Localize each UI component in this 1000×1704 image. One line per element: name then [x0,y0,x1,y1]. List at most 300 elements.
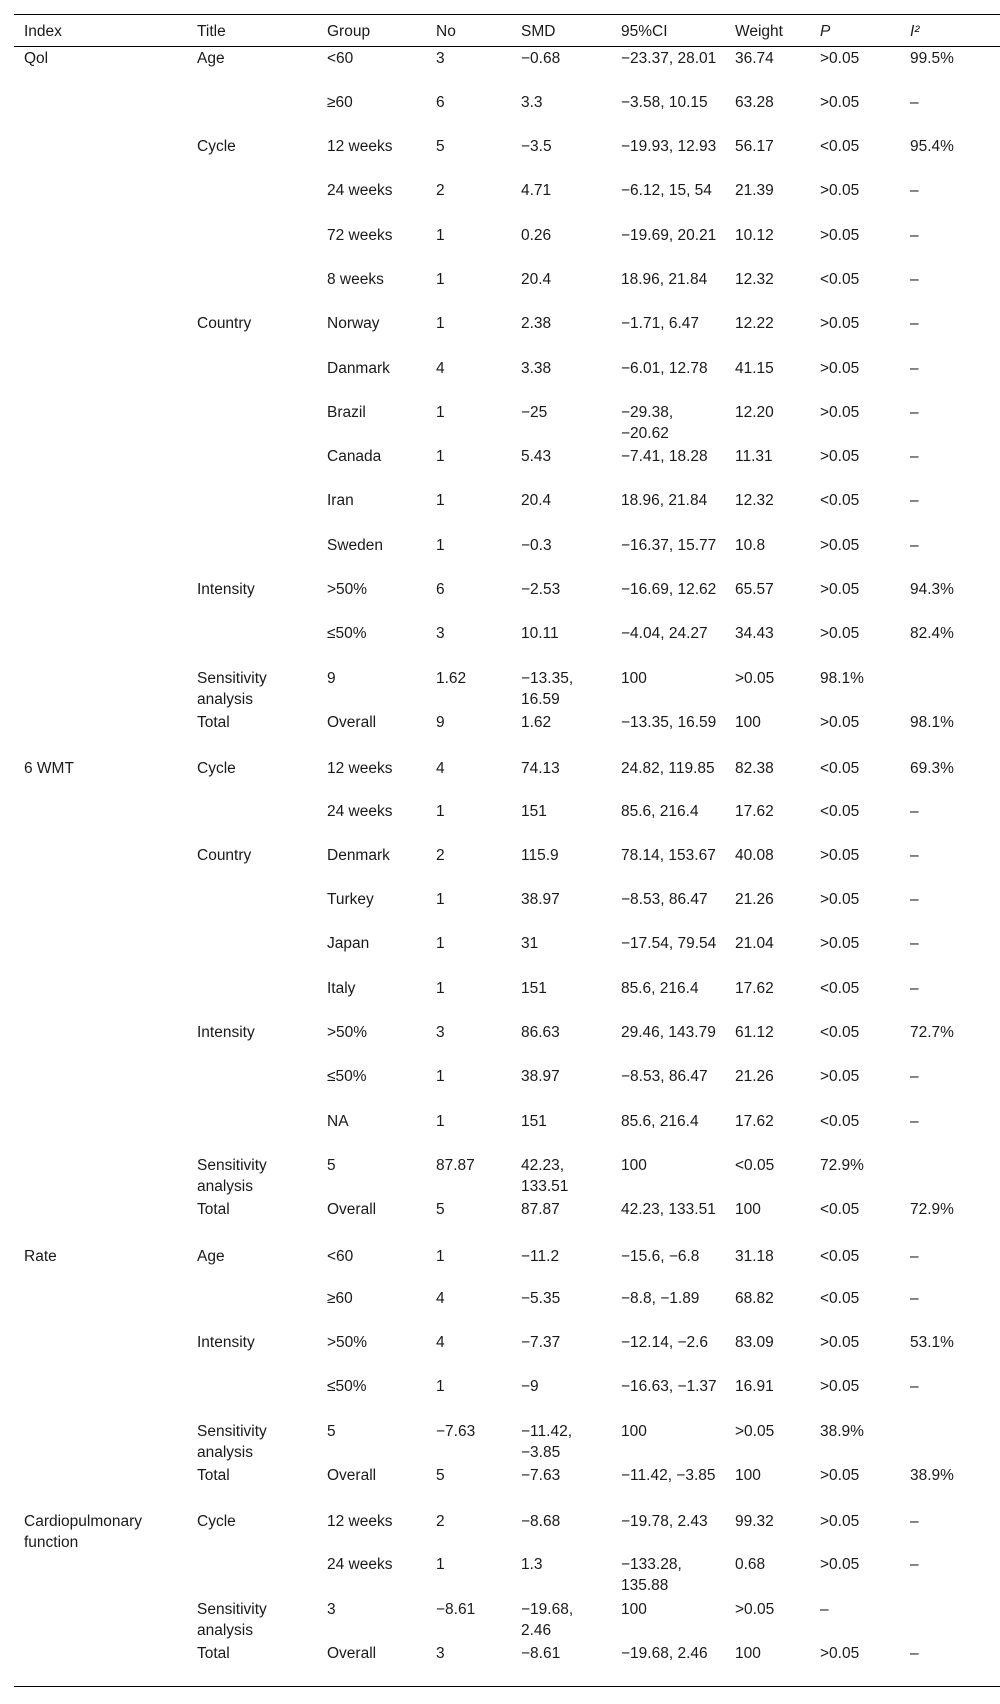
cell-ci: 29.46, 143.79 [621,1024,716,1042]
cell-p: >0.05 [820,1644,860,1662]
cell-ci: −8.8, −1.89 [621,1289,700,1307]
cell-ci: −16.69, 12.62 [621,581,717,599]
cell-i2: – [910,979,919,997]
cell-ci: −19.78, 2.43 [621,1513,708,1531]
cell-ci: 100 [621,1600,647,1618]
table-row [14,401,1000,445]
cell-ci: −29.38, −20.62 [621,403,674,442]
cell-smd: 1.3 [521,1556,543,1574]
cell-no: 1 [436,802,445,820]
cell-index [14,489,187,533]
cell-title [187,91,317,135]
cell-p: <0.05 [820,979,860,997]
cell-group: 5 [327,1156,336,1174]
cell-index [14,1154,187,1198]
cell-group: Italy [327,979,356,997]
cell-smd: −0.68 [521,50,561,67]
cell-ci: −11.42, −3.85 [621,1467,716,1484]
table-row [14,1375,1000,1419]
cell-index [14,179,187,223]
cell-group: 8 weeks [327,270,384,288]
cell-smd: −7.63 [521,1467,561,1484]
cell-p: <0.05 [820,270,860,288]
cell-smd: 20.4 [521,270,552,288]
cell-weight: 56.17 [735,138,774,156]
cell-no: 1 [436,979,445,997]
cell-ci: 78.14, 153.67 [621,846,716,864]
cell-no: 2 [436,1513,445,1531]
cell-no: 5 [436,1201,445,1219]
cell-ci: 100 [621,1156,647,1174]
cell-ci: −133.28, 135.88 [621,1556,682,1595]
cell-index [14,667,187,711]
cell-title [187,179,317,223]
header-row [14,15,1000,47]
cell-no: 1 [436,1556,445,1574]
table-row [14,1021,1000,1065]
cell-smd: −25 [521,403,548,421]
cell-group: Overall [327,713,377,731]
cell-index: Qol [24,50,49,67]
cell-p: >0.05 [820,403,860,421]
cell-p: >0.05 [820,93,860,111]
cell-no: 5 [436,138,445,156]
cell-title [187,1553,317,1597]
cell-smd: 151 [521,1112,547,1130]
cell-ci: 18.96, 21.84 [621,492,708,510]
header-index: Index [24,22,62,40]
table-row [14,1198,1000,1242]
cell-title [187,1110,317,1154]
cell-smd: −11.2 [521,1247,560,1265]
cell-weight: 12.20 [735,403,774,421]
cell-title: Age [197,1247,225,1265]
cell-title [187,534,317,578]
cell-weight: 100 [735,1644,761,1662]
cell-no: 1 [436,1247,445,1265]
cell-no: 6 [436,93,445,111]
cell-smd: −0.3 [521,536,552,554]
cell-weight: 40.08 [735,846,774,864]
cell-group: Norway [327,315,380,333]
cell-no: 1 [436,403,445,421]
cell-ci: −17.54, 79.54 [621,935,717,953]
cell-no: 3 [436,625,445,643]
cell-i2: – [910,403,919,421]
table-container [14,14,1000,1687]
cell-index [14,800,187,844]
cell-weight: 17.62 [735,1112,774,1130]
cell-weight: 12.32 [735,492,774,510]
cell-group: 12 weeks [327,760,393,778]
cell-group: ≤50% [327,1378,367,1396]
cell-weight: 12.22 [735,315,774,333]
cell-smd: −8.68 [521,1513,561,1531]
table-row [14,622,1000,666]
cell-title [187,1375,317,1419]
cell-title [187,622,317,666]
cell-title: Total [197,713,230,731]
cell-smd: 3.3 [521,93,543,111]
cell-index [14,1065,187,1109]
cell-smd: 151 [521,802,547,820]
header-weight: Weight [735,22,783,40]
cell-ci: −8.53, 86.47 [621,891,708,909]
cell-weight: >0.05 [735,1600,775,1618]
cell-group: 5 [327,1422,336,1440]
cell-smd: 20.4 [521,492,552,510]
table-row [14,1464,1000,1508]
cell-weight: 34.43 [735,625,774,643]
cell-ci: −6.12, 15, 54 [621,182,712,200]
cell-group: >50% [327,581,368,599]
cell-p: >0.05 [820,1068,860,1086]
cell-index [14,1553,187,1597]
cell-no: 1 [436,270,445,288]
cell-index [14,1287,187,1331]
cell-weight: 0.68 [735,1556,766,1574]
cell-title: Sensitivity analysis [197,1422,267,1461]
cell-smd: 74.13 [521,760,560,778]
cell-smd: 87.87 [521,1201,560,1219]
cell-smd: −2.53 [521,581,561,599]
cell-group: Canada [327,448,382,466]
cell-weight: <0.05 [735,1156,775,1174]
cell-ci: −13.35, 16.59 [621,713,717,731]
cell-index: Rate [24,1247,57,1265]
cell-group: Japan [327,935,370,953]
cell-weight: 61.12 [735,1024,774,1042]
cell-ci: 24.82, 119.85 [621,760,715,778]
table-row [14,135,1000,179]
cell-index: 6 WMT [24,760,74,778]
cell-weight: 36.74 [735,50,774,67]
cell-no: 4 [436,359,445,377]
cell-ci: −19.68, 2.46 [621,1644,708,1662]
cell-i2: – [910,935,919,953]
cell-i2: 82.4% [910,625,954,643]
cell-title: Intensity [197,1334,255,1352]
cell-index [14,711,187,755]
cell-title [187,932,317,976]
cell-p: >0.05 [820,448,860,466]
cell-p: >0.05 [820,713,860,731]
cell-index [14,357,187,401]
cell-i2: – [910,1556,919,1574]
cell-group: <60 [327,1247,354,1265]
cell-no: 5 [436,1467,445,1484]
cell-group: Iran [327,492,354,510]
table-row [14,800,1000,844]
cell-weight: 10.12 [735,226,774,244]
cell-smd: 1.62 [521,713,552,731]
cell-p: <0.05 [820,1289,860,1307]
cell-p: >0.05 [820,1467,860,1484]
cell-smd: 38.97 [521,1068,560,1086]
cell-smd: 0.26 [521,226,552,244]
cell-ci: 85.6, 216.4 [621,802,699,820]
cell-no: 9 [436,713,445,731]
cell-p: <0.05 [820,492,860,510]
cell-group: Overall [327,1201,377,1219]
table-row [14,1065,1000,1109]
cell-ci: −16.63, −1.37 [621,1378,717,1396]
cell-title: Total [197,1644,230,1662]
cell-i2: – [910,1644,919,1662]
table-row [14,489,1000,533]
cell-weight: 41.15 [735,359,774,377]
table-row [14,179,1000,223]
cell-no: 2 [436,182,445,200]
table-row [14,844,1000,888]
table-row [14,1553,1000,1597]
cell-no: 3 [436,1024,445,1042]
cell-weight: 63.28 [735,93,774,111]
table-row [14,1420,1000,1464]
cell-i2: – [910,270,919,288]
cell-group: ≥60 [327,1289,353,1307]
cell-i2: – [910,1247,919,1265]
cell-group: Brazil [327,403,366,421]
cell-ci: 42.23, 133.51 [621,1201,716,1219]
cell-weight: 21.04 [735,935,774,953]
header-title: Title [197,22,226,40]
cell-i2: – [910,891,919,909]
cell-smd: −7.37 [521,1334,561,1352]
header-ci: 95%CI [621,22,668,40]
cell-index [14,1110,187,1154]
table-row [14,977,1000,1021]
cell-no: 3 [436,50,445,67]
cell-i2: – [910,1513,919,1531]
cell-group: Sweden [327,536,384,554]
cell-title [187,1065,317,1109]
cell-i2: 38.9% [910,1467,954,1484]
header-group: Group [327,22,371,40]
cell-index [14,1021,187,1065]
cell-i2: 94.3% [910,581,954,599]
cell-weight: 68.82 [735,1289,774,1307]
cell-i2: – [910,226,919,244]
subgroup-analysis-table [14,14,1000,1687]
cell-no: 1 [436,1112,445,1130]
cell-i2: 95.4% [910,138,954,156]
cell-group: ≥60 [327,93,353,111]
cell-no: 1.62 [436,669,467,687]
cell-index [14,268,187,312]
cell-p: <0.05 [820,1247,860,1265]
cell-index [14,91,187,135]
cell-title: Total [197,1201,230,1219]
header-p: P [820,22,831,40]
cell-index [14,888,187,932]
cell-p: >0.05 [820,536,860,554]
cell-index [14,1642,187,1686]
table-row [14,445,1000,489]
cell-index [14,977,187,1021]
cell-index [14,578,187,622]
cell-i2: – [910,182,919,200]
table-row [14,1287,1000,1331]
cell-weight: 83.09 [735,1334,774,1352]
cell-ci: −8.53, 86.47 [621,1068,708,1086]
cell-weight: 82.38 [735,760,774,778]
cell-no: 1 [436,1378,445,1396]
cell-ci: 18.96, 21.84 [621,270,708,288]
cell-title [187,357,317,401]
cell-group: 72 weeks [327,226,393,244]
cell-smd: −5.35 [521,1289,561,1307]
cell-title: Cycle [197,1513,236,1531]
table-row [14,578,1000,622]
cell-p: <0.05 [820,1112,860,1130]
cell-i2 [900,667,1000,711]
cell-smd: −9 [521,1378,539,1396]
cell-no: 1 [436,891,445,909]
cell-group: 24 weeks [327,1556,393,1574]
cell-p: – [820,1600,829,1618]
cell-group: >50% [327,1024,368,1042]
cell-weight: 31.18 [735,1247,774,1265]
cell-i2: 98.1% [910,713,954,731]
cell-index [14,135,187,179]
cell-weight: 10.8 [735,536,766,554]
cell-no: 1 [436,226,445,244]
cell-title [187,445,317,489]
cell-smd: 31 [521,935,539,953]
cell-ci: −12.14, −2.6 [621,1334,709,1352]
cell-smd: 4.71 [521,182,552,200]
table-row [14,357,1000,401]
cell-index [14,401,187,445]
cell-weight: 11.31 [735,448,773,466]
cell-group: Danmark [327,359,390,377]
header-smd: SMD [521,22,556,40]
table-row [14,711,1000,755]
cell-group: <60 [327,50,354,67]
cell-title: Intensity [197,1024,255,1042]
cell-i2 [900,1598,1000,1642]
cell-index [14,312,187,356]
table-row [14,534,1000,578]
cell-p: <0.05 [820,802,860,820]
cell-smd: 115.9 [521,846,559,864]
cell-p: >0.05 [820,1378,860,1396]
cell-ci: 85.6, 216.4 [621,979,699,997]
cell-group: 12 weeks [327,1513,393,1531]
cell-no: 1 [436,448,445,466]
cell-i2: – [910,536,919,554]
cell-smd: 86.63 [521,1024,560,1042]
cell-p: >0.05 [820,935,860,953]
cell-i2: – [910,315,919,333]
cell-p: >0.05 [820,891,860,909]
table-row [14,1598,1000,1642]
cell-smd: −8.61 [521,1644,561,1662]
table-row [14,1331,1000,1375]
cell-group: 24 weeks [327,182,393,200]
cell-no: −7.63 [436,1422,476,1440]
cell-weight: 12.32 [735,270,774,288]
cell-i2: – [910,93,919,111]
table-row [14,224,1000,268]
cell-title: Sensitivity analysis [197,1156,267,1195]
cell-index: Cardiopulmonary function [24,1513,143,1552]
cell-smd: 42.23, 133.51 [521,1156,569,1195]
cell-p: >0.05 [820,50,860,67]
cell-weight: 21.26 [735,891,774,909]
cell-no: 6 [436,581,445,599]
cell-smd: 151 [521,979,547,997]
cell-weight: 65.57 [735,581,774,599]
table-row [14,1154,1000,1198]
cell-p: <0.05 [820,1201,860,1219]
cell-title [187,977,317,1021]
cell-index [14,1464,187,1508]
cell-i2: – [910,359,919,377]
cell-i2 [900,1420,1000,1464]
cell-ci: −7.41, 18.28 [621,448,708,466]
table-row [14,268,1000,312]
cell-smd: 10.11 [521,625,559,643]
cell-group: 12 weeks [327,138,393,156]
table-row [14,1642,1000,1686]
table-row [14,47,1000,91]
cell-title: Sensitivity analysis [197,669,267,708]
cell-p: <0.05 [820,138,860,156]
cell-i2: – [910,846,919,864]
cell-smd: −13.35, 16.59 [521,669,574,708]
cell-p: >0.05 [820,1556,860,1574]
cell-no: 1 [436,935,445,953]
cell-p: 72.9% [820,1156,864,1174]
cell-title: Age [197,50,225,67]
header-no: No [436,22,456,40]
cell-p: 98.1% [820,669,864,687]
cell-p: >0.05 [820,846,860,864]
cell-group: 24 weeks [327,802,393,820]
cell-weight: >0.05 [735,669,775,687]
cell-index [14,622,187,666]
cell-title [187,489,317,533]
table-body [14,47,1000,1687]
cell-group: Overall [327,1467,377,1484]
cell-no: 3 [436,1644,445,1662]
cell-i2: 99.5% [910,50,954,67]
cell-weight: 16.91 [735,1378,774,1396]
cell-ci: −15.6, −6.8 [621,1247,700,1265]
cell-no: 4 [436,1289,445,1307]
cell-smd: 3.38 [521,359,552,377]
cell-no: −8.61 [436,1600,476,1618]
cell-group: ≤50% [327,1068,367,1086]
table-header [14,15,1000,47]
cell-title [187,1287,317,1331]
cell-p: >0.05 [820,581,860,599]
cell-group: 3 [327,1600,336,1618]
cell-weight: 100 [735,1467,761,1484]
cell-p: >0.05 [820,226,860,244]
cell-p: >0.05 [820,625,860,643]
cell-title: Country [197,315,252,333]
cell-ci: −19.69, 20.21 [621,226,717,244]
cell-group: NA [327,1112,349,1130]
cell-weight: 100 [735,713,761,731]
cell-index [14,844,187,888]
cell-group: >50% [327,1334,368,1352]
cell-i2: 69.3% [910,760,954,778]
cell-no: 1 [436,1068,445,1086]
